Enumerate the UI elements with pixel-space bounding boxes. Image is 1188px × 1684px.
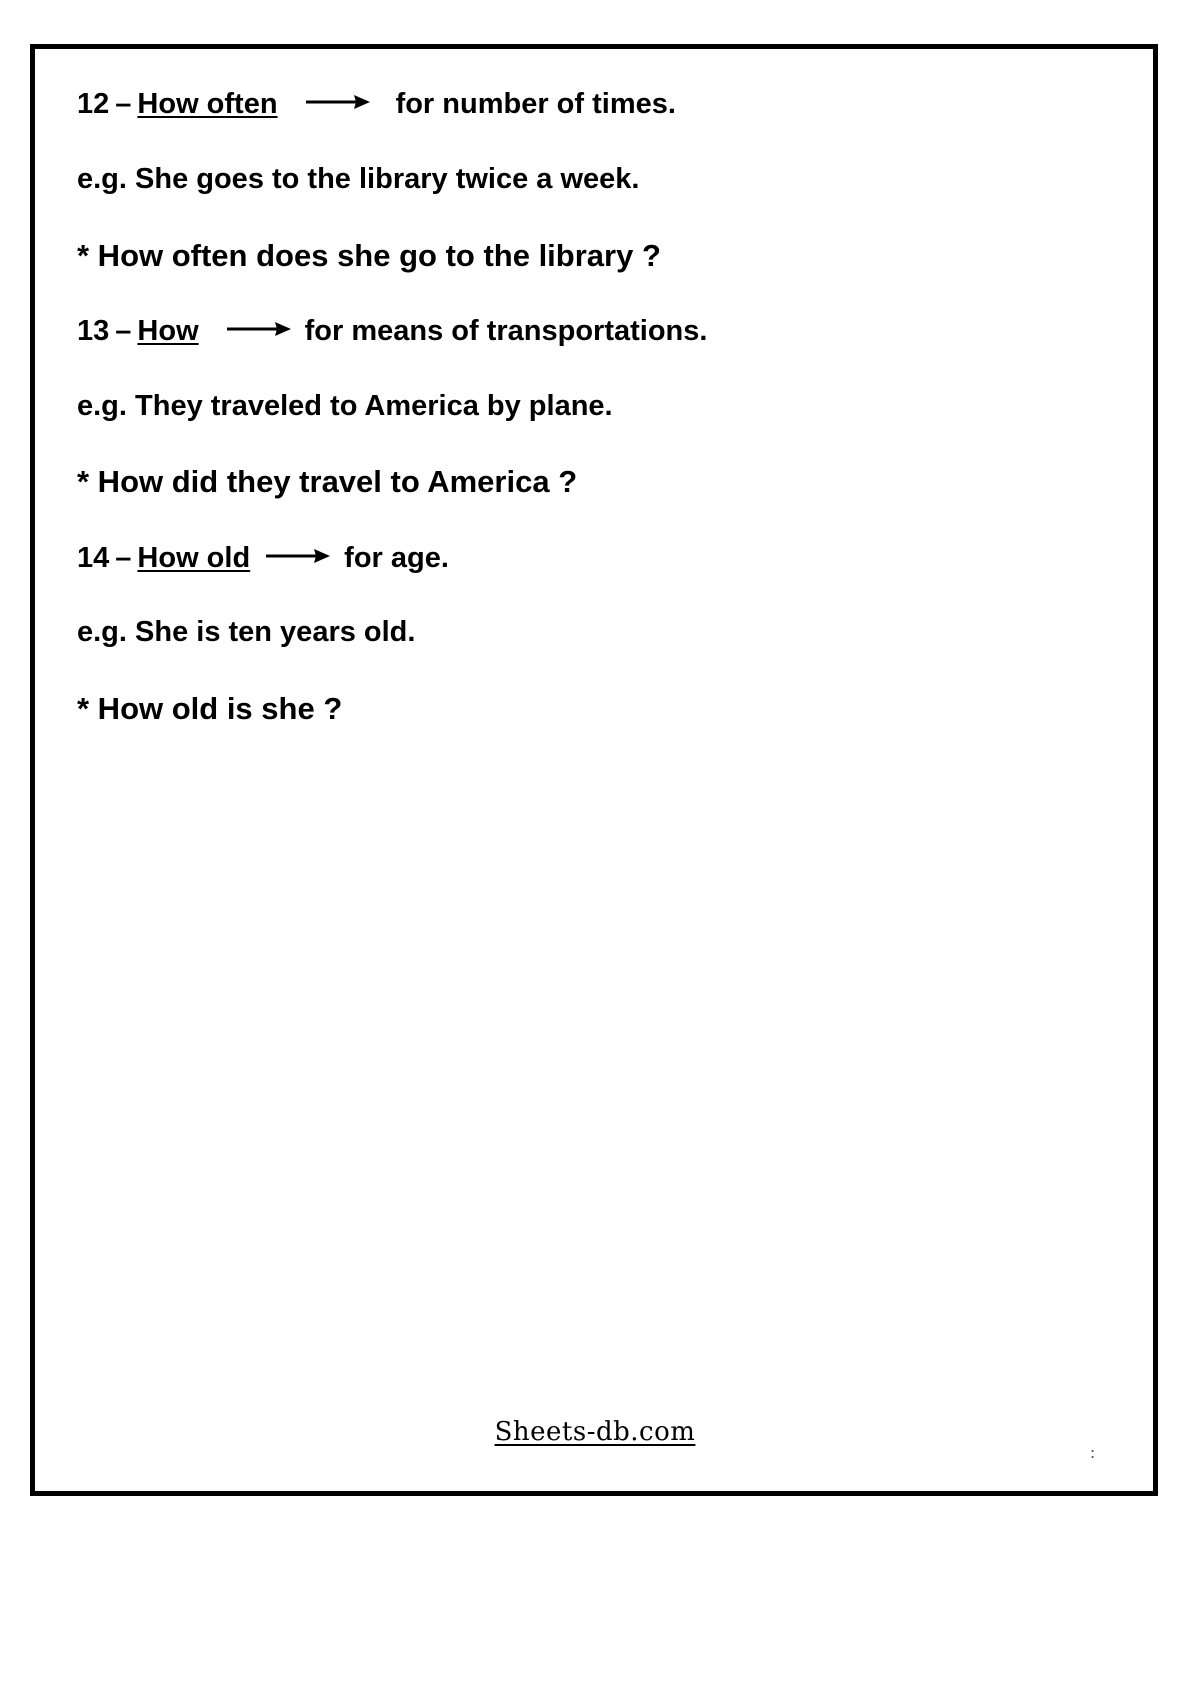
rule-text-13: for means of transportations. — [304, 314, 708, 347]
example-text-12: e.g. She goes to the library twice a week. — [77, 162, 640, 195]
page-border — [30, 44, 1158, 1496]
example-text-13: e.g. They traveled to America by plane. — [77, 389, 613, 422]
question-text-14: * How old is she ? — [77, 691, 343, 727]
question-text-13: * How did they travel to America ? — [77, 464, 578, 500]
example-text-14: e.g. She is ten years old. — [77, 616, 416, 649]
right-arrow-icon — [264, 541, 330, 570]
example-line-13 — [77, 389, 1113, 424]
rule-number-13: 13 — [77, 314, 110, 347]
example-line-12 — [77, 162, 1113, 197]
rule-number-12: 12 — [77, 88, 110, 120]
rule-keyword-13: How — [137, 314, 199, 347]
page-mark: : — [1090, 1443, 1095, 1462]
footer — [77, 1417, 1113, 1447]
right-arrow-icon — [304, 88, 370, 117]
question-text-12: * How often does she go to the library ? — [77, 237, 661, 273]
rule-dash-14: – — [115, 541, 132, 574]
rule-dash-13: – — [115, 314, 132, 347]
rule-keyword-14: How old — [137, 541, 251, 574]
source-link[interactable]: Sheets-db.com — [494, 1417, 696, 1447]
page-content — [77, 87, 1113, 1471]
rule-keyword-12: How often — [137, 88, 278, 120]
rule-line-13 — [77, 314, 1113, 349]
example-line-14 — [77, 615, 1113, 650]
rule-dash-12: – — [115, 88, 132, 120]
question-line-14 — [77, 690, 1113, 727]
rule-line-12 — [77, 87, 1113, 122]
question-line-12 — [77, 237, 1113, 274]
rule-line-14 — [77, 541, 1113, 576]
rule-text-12: for number of times. — [395, 88, 676, 120]
rule-number-14: 14 — [77, 541, 110, 574]
question-line-13 — [77, 463, 1113, 500]
rule-text-14: for age. — [344, 541, 449, 574]
right-arrow-icon — [225, 314, 291, 343]
